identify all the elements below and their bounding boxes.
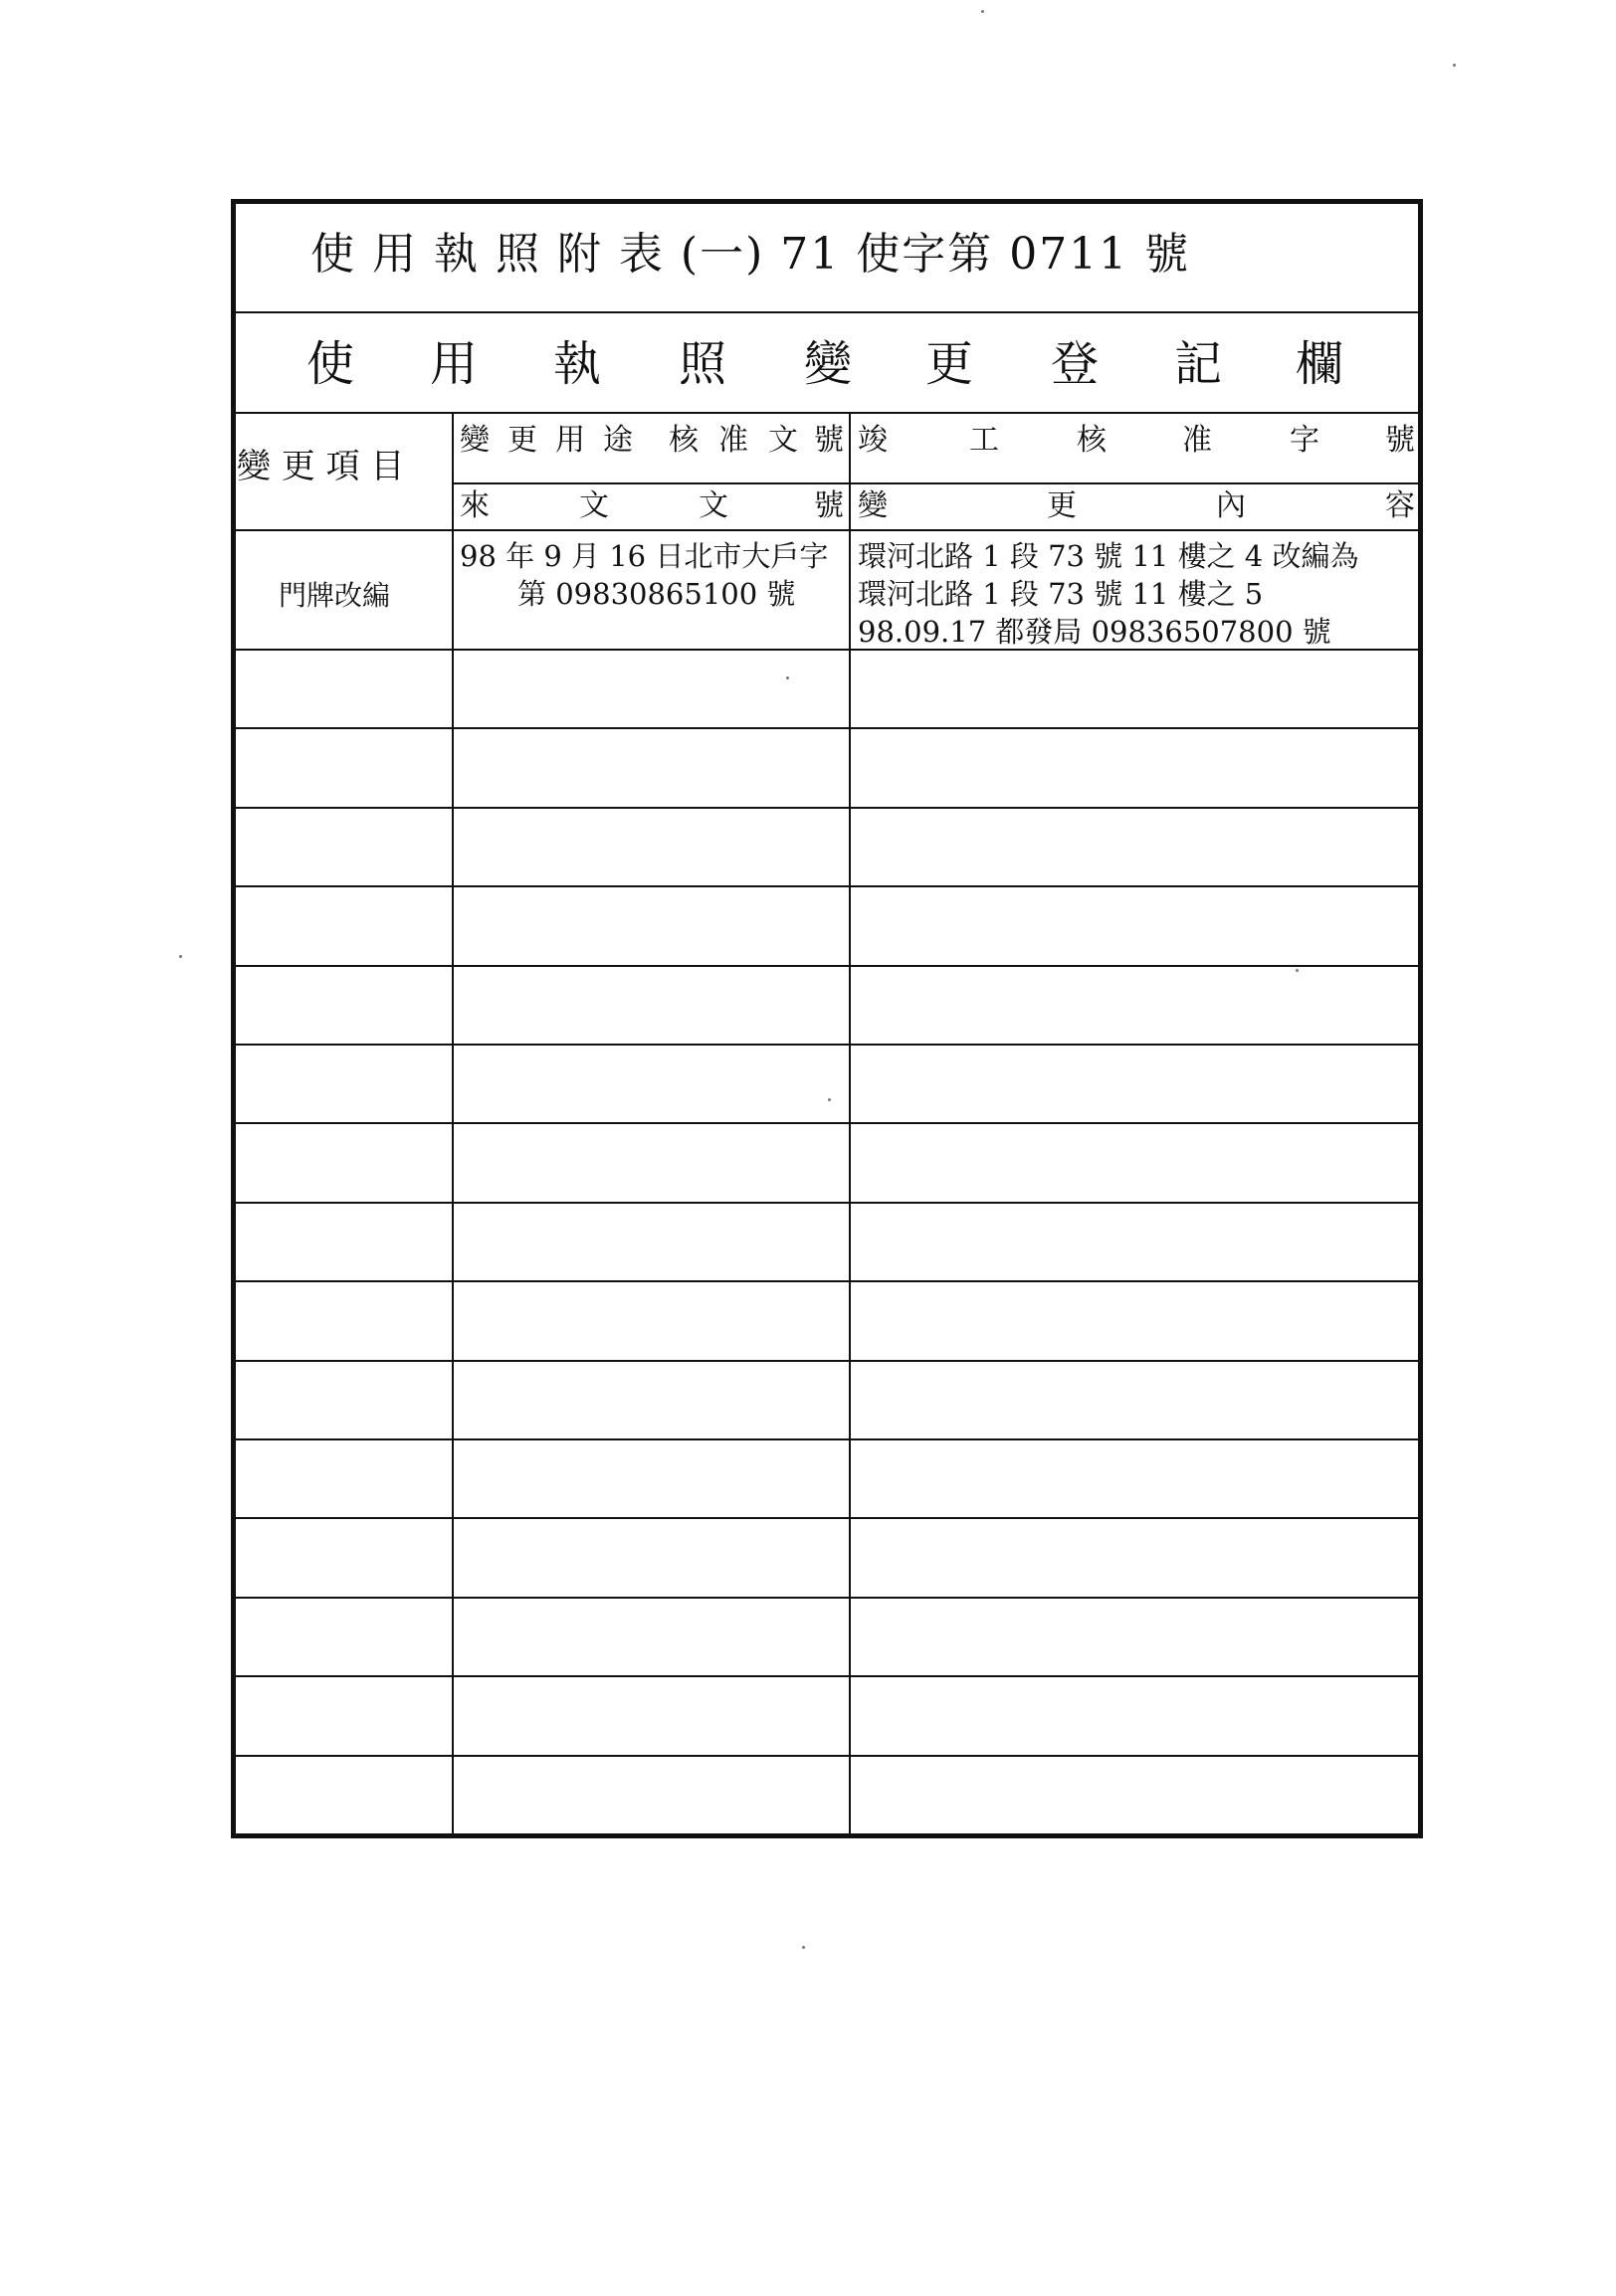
column-divider-2 — [849, 412, 851, 1834]
section-title-char: 記 — [1174, 336, 1223, 392]
empty-row-rule — [231, 1517, 1423, 1519]
empty-row-rule — [231, 1202, 1423, 1204]
empty-row-rule — [231, 1597, 1423, 1599]
scan-speck — [802, 1946, 805, 1949]
scan-speck — [179, 955, 182, 958]
header-content-char: 變 — [858, 488, 888, 523]
empty-row-rule — [231, 1360, 1423, 1362]
column-divider-1 — [452, 412, 454, 1834]
header-completion-char: 字 — [1290, 423, 1319, 458]
header-completion-char: 工 — [969, 423, 999, 458]
empty-row-rule — [231, 1280, 1423, 1282]
header-approval-char: 核 — [669, 423, 699, 458]
section-title-char: 照 — [679, 336, 727, 392]
row-document-line: 98 年 9 月 16 日北市大戶字 — [460, 539, 829, 573]
header-approval-char: 更 — [507, 423, 537, 458]
header-content-char: 內 — [1216, 488, 1246, 523]
section-title-char: 欄 — [1296, 336, 1344, 392]
header-content-char: 容 — [1385, 488, 1415, 523]
empty-row-rule — [231, 1675, 1423, 1677]
empty-row-rule — [231, 1755, 1423, 1757]
empty-row-rule — [231, 727, 1423, 729]
header-approval-char: 准 — [718, 423, 748, 458]
section-title-char: 更 — [925, 336, 974, 392]
row-content-line: 環河北路 1 段 73 號 11 樓之 5 — [858, 577, 1264, 611]
rule-section-bottom — [231, 412, 1423, 414]
header-completion-char: 竣 — [858, 423, 888, 458]
rule-header-bottom — [231, 529, 1423, 531]
header-approval-char: 號 — [814, 423, 844, 458]
rule-title-bottom — [231, 311, 1423, 313]
header-content-char: 更 — [1047, 488, 1077, 523]
empty-row-rule — [231, 807, 1423, 809]
row-content-line: 環河北路 1 段 73 號 11 樓之 4 改編為 — [858, 539, 1359, 573]
empty-row-rule — [231, 885, 1423, 887]
empty-row-rule — [231, 1122, 1423, 1124]
header-incoming-char: 來 — [460, 488, 490, 523]
header-approval-char: 途 — [603, 423, 633, 458]
header-change-item: 變 更 項 目 — [237, 447, 405, 486]
scan-speck — [1453, 64, 1456, 67]
header-approval-char: 文 — [768, 423, 798, 458]
form-title: 使 用 執 照 附 表 (一) 71 使字第 0711 號 — [310, 229, 1191, 280]
scan-speck — [981, 10, 984, 13]
row-document-line: 第 09830865100 號 — [517, 577, 796, 611]
empty-row-rule — [231, 965, 1423, 967]
header-completion-char: 核 — [1077, 423, 1107, 458]
scan-speck — [786, 676, 789, 679]
section-title-char: 使 — [306, 336, 355, 392]
scan-speck — [1296, 969, 1299, 972]
scan-speck — [828, 1098, 831, 1101]
header-completion-char: 號 — [1385, 423, 1415, 458]
section-title-char: 執 — [553, 336, 602, 392]
header-approval-char: 用 — [555, 423, 585, 458]
section-title-char: 變 — [804, 336, 853, 392]
empty-row-rule — [231, 1044, 1423, 1046]
empty-row-rule — [231, 1438, 1423, 1440]
rule-header-mid — [454, 482, 1423, 484]
header-completion-char: 准 — [1182, 423, 1212, 458]
header-incoming-char: 文 — [579, 488, 609, 523]
header-incoming-char: 號 — [814, 488, 844, 523]
row-content-line: 98.09.17 都發局 09836507800 號 — [858, 615, 1331, 649]
section-title-char: 用 — [430, 336, 479, 392]
header-approval-char: 變 — [460, 423, 490, 458]
header-incoming-char: 文 — [699, 488, 728, 523]
section-title-char: 登 — [1051, 336, 1100, 392]
row-item-cell: 門牌改編 — [279, 579, 391, 612]
